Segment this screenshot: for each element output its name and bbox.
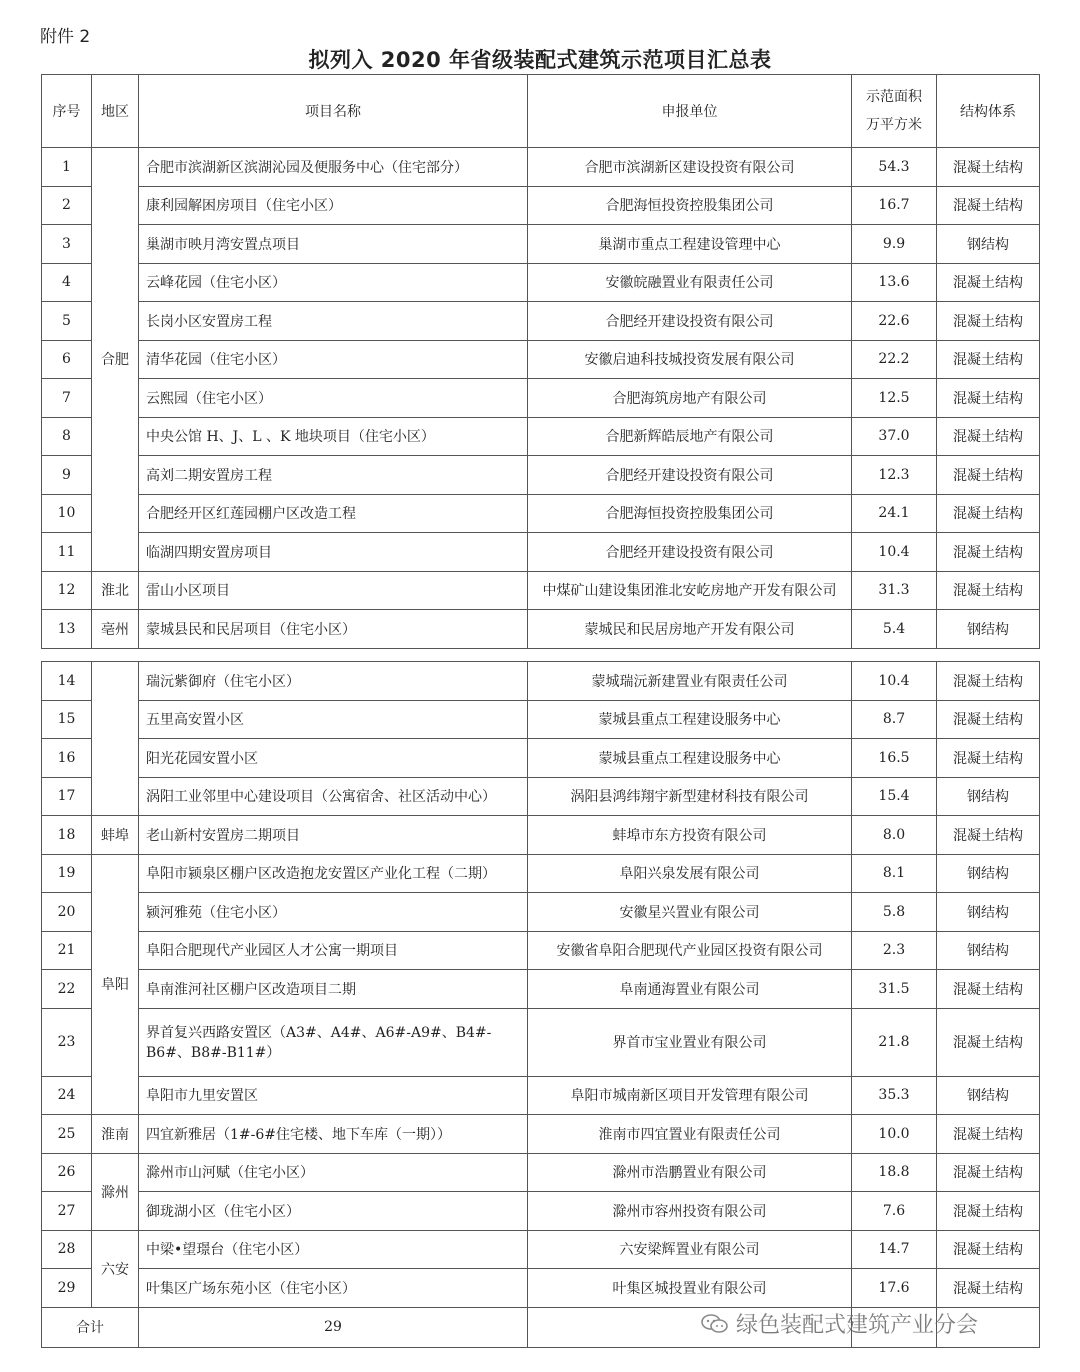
table-row [42,1076,1040,1115]
structure-type: 混凝土结构 [937,970,1040,1009]
structure-type: 混凝土结构 [937,494,1040,533]
region-cell: 蚌埠 [92,816,139,855]
row-number: 18 [42,816,92,855]
region-cell: 淮南 [92,1115,139,1154]
table-row [42,263,1040,302]
table-row [42,662,1040,701]
applicant-unit: 滁州市容州投资有限公司 [528,1192,852,1231]
total-label: 合计 [42,1307,139,1347]
demo-area: 15.4 [852,777,937,816]
row-number: 10 [42,494,92,533]
applicant-unit: 阜南通海置业有限公司 [528,970,852,1009]
row-number: 14 [42,662,92,701]
structure-type: 混凝土结构 [937,571,1040,610]
table-row [42,379,1040,418]
table-row [42,700,1040,739]
region-cell: 滁州 [92,1153,139,1230]
structure-type: 混凝土结构 [937,302,1040,341]
table-row [42,225,1040,264]
structure-type: 钢结构 [937,854,1040,893]
header-area [852,75,937,148]
demo-area: 13.6 [852,263,937,302]
row-number: 7 [42,379,92,418]
project-name: 中梁•望璟台（住宅小区） [139,1230,528,1269]
structure-type: 混凝土结构 [937,662,1040,701]
demo-area: 5.4 [852,610,937,649]
header-structure: 结构体系 [937,75,1040,148]
structure-type: 钢结构 [937,225,1040,264]
row-number: 23 [42,1008,92,1076]
row-number: 16 [42,739,92,778]
structure-type: 混凝土结构 [937,700,1040,739]
row-number: 12 [42,571,92,610]
structure-type: 钢结构 [937,893,1040,932]
project-name: 五里高安置小区 [139,700,528,739]
row-number: 2 [42,186,92,225]
table-2-body [42,662,1040,1348]
row-number: 8 [42,417,92,456]
demo-area: 22.2 [852,340,937,379]
structure-type: 混凝土结构 [937,533,1040,572]
header-unit: 申报单位 [528,75,852,148]
project-name: 叶集区广场东苑小区（住宅小区） [139,1269,528,1308]
row-number: 11 [42,533,92,572]
row-number: 3 [42,225,92,264]
project-name: 云熙园（住宅小区） [139,379,528,418]
demo-area: 37.0 [852,417,937,456]
demo-area: 18.8 [852,1153,937,1192]
structure-type: 混凝土结构 [937,1153,1040,1192]
project-name: 阜阳市颍泉区棚户区改造抱龙安置区产业化工程（二期） [139,854,528,893]
structure-type: 混凝土结构 [937,739,1040,778]
project-name: 瑞沅紫御府（住宅小区） [139,662,528,701]
project-table-1 [41,74,1040,649]
demo-area: 2.3 [852,931,937,970]
table-row [42,610,1040,649]
applicant-unit: 安徽启迪科技城投资发展有限公司 [528,340,852,379]
demo-area: 10.0 [852,1115,937,1154]
row-number: 19 [42,854,92,893]
structure-type: 钢结构 [937,610,1040,649]
structure-type: 混凝土结构 [937,148,1040,187]
demo-area: 8.1 [852,854,937,893]
row-number: 15 [42,700,92,739]
applicant-unit: 安徽省阜阳合肥现代产业园区投资有限公司 [528,931,852,970]
applicant-unit: 合肥经开建设投资有限公司 [528,302,852,341]
structure-type: 混凝土结构 [937,1008,1040,1076]
table-row [42,1192,1040,1231]
row-number: 1 [42,148,92,187]
watermark [700,1308,978,1339]
row-number: 13 [42,610,92,649]
table-row [42,340,1040,379]
demo-area: 31.5 [852,970,937,1009]
applicant-unit: 巢湖市重点工程建设管理中心 [528,225,852,264]
structure-type: 混凝土结构 [937,816,1040,855]
table-row [42,302,1040,341]
demo-area: 9.9 [852,225,937,264]
project-name: 阜阳合肥现代产业园区人才公寓一期项目 [139,931,528,970]
structure-type: 钢结构 [937,1076,1040,1115]
project-name: 阳光花园安置小区 [139,739,528,778]
structure-type: 混凝土结构 [937,340,1040,379]
row-number: 27 [42,1192,92,1231]
table-row [42,816,1040,855]
table-row [42,571,1040,610]
project-name: 阜南淮河社区棚户区改造项目二期 [139,970,528,1009]
applicant-unit: 蒙城县重点工程建设服务中心 [528,739,852,778]
demo-area: 8.7 [852,700,937,739]
row-number: 20 [42,893,92,932]
project-name: 蒙城县民和民居项目（住宅小区） [139,610,528,649]
region-cell: 六安 [92,1230,139,1307]
project-name: 长岗小区安置房工程 [139,302,528,341]
applicant-unit: 阜阳市城南新区项目开发管理有限公司 [528,1076,852,1115]
applicant-unit: 合肥海恒投资控股集团公司 [528,186,852,225]
row-number: 28 [42,1230,92,1269]
applicant-unit: 蚌埠市东方投资有限公司 [528,816,852,855]
demo-area: 5.8 [852,893,937,932]
project-name: 高刘二期安置房工程 [139,456,528,495]
demo-area: 21.8 [852,1008,937,1076]
table-row [42,1153,1040,1192]
row-number: 9 [42,456,92,495]
applicant-unit: 蒙城民和民居房地产开发有限公司 [528,610,852,649]
applicant-unit: 合肥海恒投资控股集团公司 [528,494,852,533]
project-name: 阜阳市九里安置区 [139,1076,528,1115]
demo-area: 31.3 [852,571,937,610]
demo-area: 16.5 [852,739,937,778]
table-header-row [42,75,1040,148]
structure-type: 混凝土结构 [937,186,1040,225]
structure-type: 混凝土结构 [937,1115,1040,1154]
table-row [42,456,1040,495]
structure-type: 混凝土结构 [937,263,1040,302]
structure-type: 混凝土结构 [937,417,1040,456]
table-row [42,893,1040,932]
project-name: 巢湖市映月湾安置点项目 [139,225,528,264]
table-row [42,1230,1040,1269]
project-name: 御珑湖小区（住宅小区） [139,1192,528,1231]
table-1-body [42,148,1040,649]
demo-area: 8.0 [852,816,937,855]
row-number: 26 [42,1153,92,1192]
table-row [42,417,1040,456]
region-cell: 阜阳 [92,854,139,1115]
applicant-unit: 蒙城县重点工程建设服务中心 [528,700,852,739]
applicant-unit: 滁州市浩鹏置业有限公司 [528,1153,852,1192]
header-area-label: 示范面积 [866,89,922,105]
demo-area: 16.7 [852,186,937,225]
demo-area: 12.5 [852,379,937,418]
row-number: 17 [42,777,92,816]
wechat-icon [700,1313,730,1335]
header-area-unit: 万平方米 [866,117,922,133]
row-number: 22 [42,970,92,1009]
structure-type: 混凝土结构 [937,1192,1040,1231]
project-name: 合肥经开区红莲园棚户区改造工程 [139,494,528,533]
table-row [42,533,1040,572]
demo-area: 54.3 [852,148,937,187]
applicant-unit: 合肥海筑房地产有限公司 [528,379,852,418]
project-name: 清华花园（住宅小区） [139,340,528,379]
region-cell [92,662,139,816]
table-row [42,494,1040,533]
structure-type: 混凝土结构 [937,379,1040,418]
applicant-unit: 合肥市滨湖新区建设投资有限公司 [528,148,852,187]
structure-type: 混凝土结构 [937,1269,1040,1308]
project-name: 雷山小区项目 [139,571,528,610]
demo-area: 10.4 [852,533,937,572]
header-project: 项目名称 [139,75,528,148]
structure-type: 混凝土结构 [937,456,1040,495]
project-name: 颍河雅苑（住宅小区） [139,893,528,932]
demo-area: 35.3 [852,1076,937,1115]
row-number: 24 [42,1076,92,1115]
row-number: 25 [42,1115,92,1154]
page-title: 拟列入 2020 年省级装配式建筑示范项目汇总表 [308,48,772,72]
demo-area: 10.4 [852,662,937,701]
project-name: 云峰花园（住宅小区） [139,263,528,302]
demo-area: 24.1 [852,494,937,533]
project-name: 合肥市滨湖新区滨湖沁园及便服务中心（住宅部分） [139,148,528,187]
applicant-unit: 安徽皖融置业有限责任公司 [528,263,852,302]
demo-area: 17.6 [852,1269,937,1308]
row-number: 4 [42,263,92,302]
table-row [42,854,1040,893]
table-row [42,931,1040,970]
header-region: 地区 [92,75,139,148]
table-row [42,970,1040,1009]
watermark-text: 绿色装配式建筑产业分会 [736,1313,979,1338]
demo-area: 12.3 [852,456,937,495]
table-row [42,186,1040,225]
structure-type: 钢结构 [937,931,1040,970]
project-name: 中央公馆 H、J、L 、K 地块项目（住宅小区） [139,417,528,456]
table-row [42,739,1040,778]
row-number: 29 [42,1269,92,1308]
project-name: 老山新村安置房二期项目 [139,816,528,855]
attachment-label: 附件 2 [40,27,91,47]
applicant-unit: 合肥经开建设投资有限公司 [528,533,852,572]
project-name: 涡阳工业邻里中心建设项目（公寓宿舍、社区活动中心） [139,777,528,816]
row-number: 21 [42,931,92,970]
applicant-unit: 六安梁辉置业有限公司 [528,1230,852,1269]
project-name: 滁州市山河赋（住宅小区） [139,1153,528,1192]
project-name: 临湖四期安置房项目 [139,533,528,572]
demo-area: 14.7 [852,1230,937,1269]
table-row [42,148,1040,187]
structure-type: 钢结构 [937,777,1040,816]
applicant-unit: 叶集区城投置业有限公司 [528,1269,852,1308]
table-row [42,1008,1040,1076]
table-row [42,1269,1040,1308]
structure-type: 混凝土结构 [937,1230,1040,1269]
region-cell: 合肥 [92,148,139,572]
header-no: 序号 [42,75,92,148]
row-number: 5 [42,302,92,341]
row-number: 6 [42,340,92,379]
total-count: 29 [139,1307,528,1347]
project-name: 界首复兴西路安置区（A3#、A4#、A6#-A9#、B4#-B6#、B8#-B11#） [139,1008,528,1076]
applicant-unit: 合肥新辉皓辰地产有限公司 [528,417,852,456]
table-row [42,777,1040,816]
table-row [42,1115,1040,1154]
region-cell: 亳州 [92,610,139,649]
applicant-unit: 中煤矿山建设集团淮北安屹房地产开发有限公司 [528,571,852,610]
demo-area: 7.6 [852,1192,937,1231]
applicant-unit: 涡阳县鸿纬翔宇新型建材科技有限公司 [528,777,852,816]
applicant-unit: 安徽星兴置业有限公司 [528,893,852,932]
project-table-2 [41,661,1040,1348]
applicant-unit: 阜阳兴泉发展有限公司 [528,854,852,893]
applicant-unit: 淮南市四宜置业有限责任公司 [528,1115,852,1154]
applicant-unit: 蒙城瑞沅新建置业有限责任公司 [528,662,852,701]
demo-area: 22.6 [852,302,937,341]
applicant-unit: 合肥经开建设投资有限公司 [528,456,852,495]
project-name: 四宜新雅居（1#-6#住宅楼、地下车库（一期）） [139,1115,528,1154]
project-name: 康利园解困房项目（住宅小区） [139,186,528,225]
region-cell: 淮北 [92,571,139,610]
applicant-unit: 界首市宝业置业有限公司 [528,1008,852,1076]
